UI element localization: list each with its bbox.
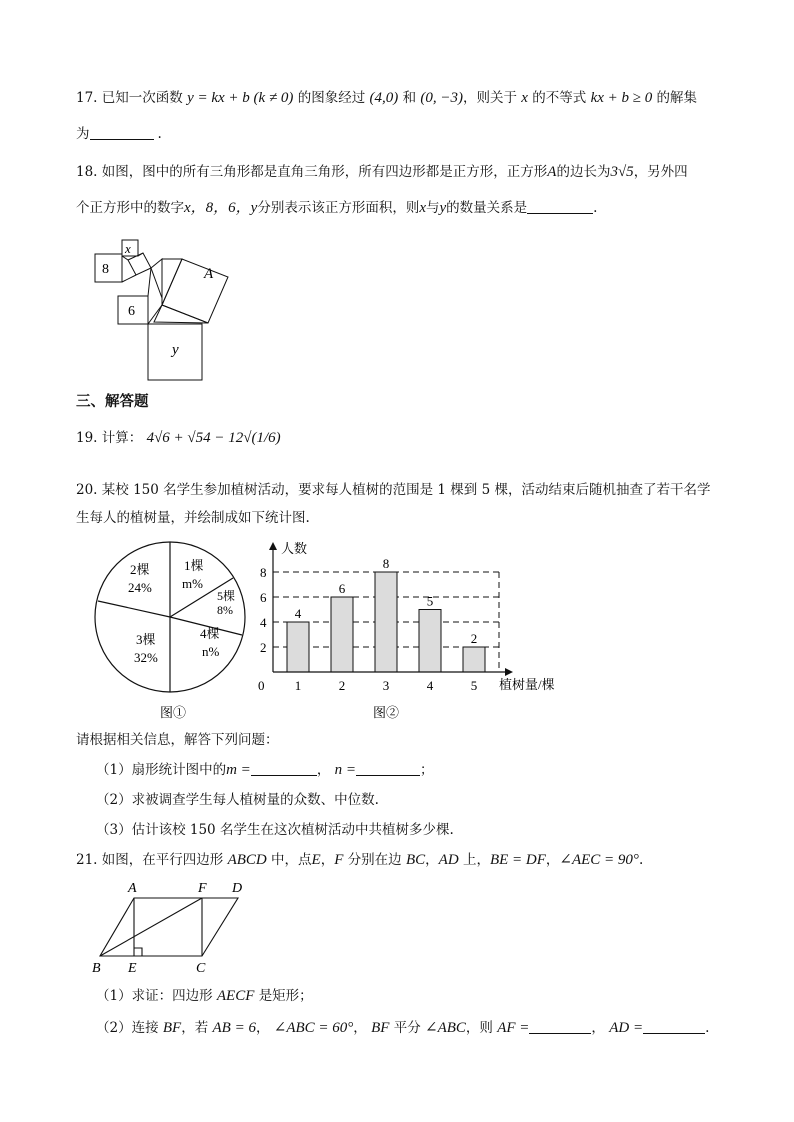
pie-percent-2: 24% <box>128 580 152 595</box>
q18-squares-figure <box>90 226 280 386</box>
bar-4 <box>419 610 441 673</box>
q17-function: y = kx + b (k ≠ 0) <box>187 90 294 106</box>
q21-cond1: BE = DF <box>489 852 546 868</box>
q17-answer-blank[interactable] <box>90 125 154 140</box>
pie-caption: 图① <box>160 705 187 720</box>
q20-number: 20. <box>76 482 98 498</box>
vertex-b: B <box>92 961 101 976</box>
right-triangle-small <box>151 259 162 298</box>
q21-af: AF = <box>497 1020 530 1036</box>
q21-aecf: AECF <box>216 988 255 1004</box>
q20-n-blank[interactable] <box>356 761 420 776</box>
vertex-e: E <box>128 961 137 976</box>
q17-text: 已知一次函数 <box>101 90 183 106</box>
q17-text: 的不等式 <box>532 90 587 106</box>
q21-sub2-text: ， <box>255 1020 270 1036</box>
q18-number: 18. <box>76 164 98 180</box>
q21-sub2-text: . <box>705 1020 710 1036</box>
vertex-a: A <box>128 881 137 896</box>
bar-2 <box>331 597 353 672</box>
right-angle-mark <box>134 948 142 956</box>
x-tick-1: 1 <box>294 678 302 693</box>
label-a: A <box>204 266 214 282</box>
segment-bf <box>100 898 202 956</box>
pie-label-3: 3棵 <box>136 632 156 647</box>
bar-caption: 图② <box>373 705 400 720</box>
q21-ad-blank[interactable] <box>643 1019 705 1034</box>
q21-sub2-text: ，则 <box>465 1020 493 1036</box>
parallelogram-abcd <box>100 898 238 956</box>
bar-label-1: 4 <box>294 606 302 621</box>
label-y: y <box>172 342 179 358</box>
q21-abcd: ABCD <box>227 852 267 868</box>
q18-text: 的数量关系是 <box>446 200 528 216</box>
q18-text: . <box>593 200 598 216</box>
label-x: x <box>125 241 131 256</box>
q20-bar-chart <box>255 534 555 724</box>
q21-bf2: BF <box>371 1020 390 1036</box>
q20-sub1 <box>96 760 433 780</box>
q21-text: 上， <box>462 852 490 868</box>
q21-sub1-text: （1）求证：四边形 <box>96 988 213 1004</box>
bar-label-3: 8 <box>382 556 390 571</box>
q19-text: 计算： <box>101 430 143 446</box>
q17-point2: (0, −3) <box>420 90 463 106</box>
q21-number: 21. <box>76 852 98 868</box>
q17-text: ，则关于 <box>463 90 517 106</box>
q17-inequality: kx + b ≥ 0 <box>590 90 653 106</box>
q17-text: 的图象经过 <box>297 90 366 106</box>
q21-parallelogram-figure <box>90 876 260 980</box>
q21-e: E <box>311 852 321 868</box>
q18-text: 如图，图中的所有三角形都是直角三角形，所有四边形都是正方形，正方形 <box>101 164 548 180</box>
y-tick-4: 4 <box>260 615 267 630</box>
q21-sub2-text: （2）连接 <box>96 1020 159 1036</box>
q20-sub2: （2）求被调查学生每人植树量的众数、中位数. <box>96 792 379 808</box>
q21-text: ， <box>545 852 560 868</box>
q21-sub2-text: ， <box>591 1020 605 1036</box>
pie-label-1: 1棵 <box>184 558 204 573</box>
vertex-c: C <box>196 961 206 976</box>
pie-percent-4: n% <box>202 644 220 659</box>
right-triangle-top <box>162 259 182 305</box>
q18-text: 与 <box>426 200 440 216</box>
q21-sub1 <box>96 986 313 1006</box>
q21-bf: BF <box>162 1020 182 1036</box>
q21-angle: ∠ABC = 60° <box>273 1020 354 1036</box>
q20-text: 某校 150 名学生参加植树活动，要求每人植树的范围是 1 棵到 5 棵，活动结束后随机抽查了若干名学 <box>101 482 711 498</box>
q17-line1 <box>76 88 697 108</box>
pie-label-4: 4棵 <box>200 626 220 641</box>
q18-text: ，另外四 <box>633 164 688 180</box>
q20-sub1-text: （1）扇形统计图中的 <box>96 762 227 778</box>
y-tick-2: 2 <box>260 640 267 655</box>
pie-percent-1: m% <box>182 576 203 591</box>
section-heading: 三、解答题 <box>76 394 149 410</box>
q21-text: . <box>638 852 644 868</box>
q18-text: 个正方形中的数字 <box>76 200 184 216</box>
q20-m-blank[interactable] <box>251 761 317 776</box>
bar-label-4: 5 <box>426 593 434 609</box>
q21-ad-eq: AD = <box>609 1020 644 1036</box>
x-tick-2: 2 <box>338 678 346 693</box>
label-8: 8 <box>102 262 109 277</box>
q18-text: 分别表示该正方形面积，则 <box>257 200 420 216</box>
y-axis-arrow <box>269 542 277 550</box>
q20-line1 <box>76 480 710 500</box>
q21-sub2-text: 平分 <box>393 1020 421 1036</box>
q21-cond2: ∠AEC = 90° <box>559 852 639 868</box>
q21-text: 如图，在平行四边形 <box>101 852 224 868</box>
q21-angle2: ∠ABC <box>425 1020 466 1036</box>
pie-percent-5: 8% <box>217 603 233 617</box>
q21-sub2-text: ，若 <box>181 1020 209 1036</box>
bar-3 <box>375 572 397 672</box>
q17-text: 和 <box>402 90 417 106</box>
q21-text: ， <box>320 852 335 868</box>
q18-vars: x，8，6，y <box>184 200 258 216</box>
pie-label-2: 2棵 <box>130 562 150 577</box>
q20-sub1-n: n = <box>334 762 356 778</box>
q17-point1: (4,0) <box>369 90 399 106</box>
pie-percent-3: 32% <box>134 650 158 665</box>
x-tick-4: 4 <box>426 678 434 693</box>
q18-side-length: 3√5 <box>610 164 634 180</box>
q20-sub1-text: ， <box>316 762 331 778</box>
q17-var: x <box>521 90 528 106</box>
q18-var-a: A <box>547 164 557 180</box>
q21-f: F <box>334 852 344 868</box>
q19-number: 19. <box>76 430 98 446</box>
bar-1 <box>287 622 309 672</box>
y-axis-label: 人数 <box>281 541 308 556</box>
q17-text: 为 <box>76 126 90 142</box>
q18-var-x: x <box>419 200 426 216</box>
q18-answer-blank[interactable] <box>527 199 593 214</box>
vertex-f: F <box>198 881 207 896</box>
square-a-outline <box>162 259 228 323</box>
q17-text: 的解集 <box>656 90 698 106</box>
q18-text: 的边长为 <box>556 164 611 180</box>
q17-text: . <box>157 126 162 142</box>
x-tick-5: 5 <box>470 678 478 693</box>
q19-line <box>76 428 281 448</box>
right-triangle-bottom <box>154 305 208 323</box>
y-tick-0: 0 <box>258 678 265 693</box>
bar-5 <box>463 647 485 672</box>
q20-line2 <box>76 508 310 528</box>
q21-bc: BC <box>405 852 426 868</box>
q18-var-y: y <box>439 200 447 216</box>
q19-expression: 4√6 + √54 − 12√(1/6) <box>146 430 281 446</box>
q18-line1 <box>76 162 688 182</box>
q21-sub1-text: 是矩形； <box>258 988 313 1004</box>
q21-af-blank[interactable] <box>529 1019 591 1034</box>
q21-ad: AD <box>438 852 459 868</box>
q20-intro: 请根据相关信息，解答下列问题： <box>76 732 279 748</box>
q21-line1 <box>76 850 643 870</box>
y-tick-8: 8 <box>260 565 267 580</box>
q21-text: 中，点 <box>271 852 312 868</box>
pie-label-5: 5棵 <box>217 589 236 603</box>
q20-text: 生每人的植树量，并绘制成如下统计图. <box>76 510 310 526</box>
q18-line2 <box>76 198 597 218</box>
x-axis-label: 植树量/棵 <box>499 677 555 692</box>
x-axis-arrow <box>505 668 513 676</box>
q20-sub1-text: ； <box>419 762 434 778</box>
q20-sub3: （3）估计该校 150 名学生在这次植树活动中共植树多少棵. <box>96 822 454 838</box>
bar-label-2: 6 <box>338 581 346 596</box>
x-tick-3: 3 <box>382 678 390 693</box>
q17-line2 <box>76 124 162 144</box>
q21-text: ， <box>425 852 439 868</box>
vertex-d: D <box>232 881 243 896</box>
q21-ab: AB = 6 <box>212 1020 256 1036</box>
q21-sub2 <box>96 1018 709 1038</box>
q20-pie-chart <box>92 534 252 724</box>
q21-text: 分别在边 <box>347 852 402 868</box>
q20-sub1-m: m = <box>226 762 251 778</box>
y-tick-6: 6 <box>260 590 267 605</box>
q17-number: 17. <box>76 90 98 106</box>
bar-label-5: 2 <box>470 631 478 646</box>
label-6: 6 <box>128 304 135 319</box>
q21-sub2-text: ， <box>353 1020 367 1036</box>
